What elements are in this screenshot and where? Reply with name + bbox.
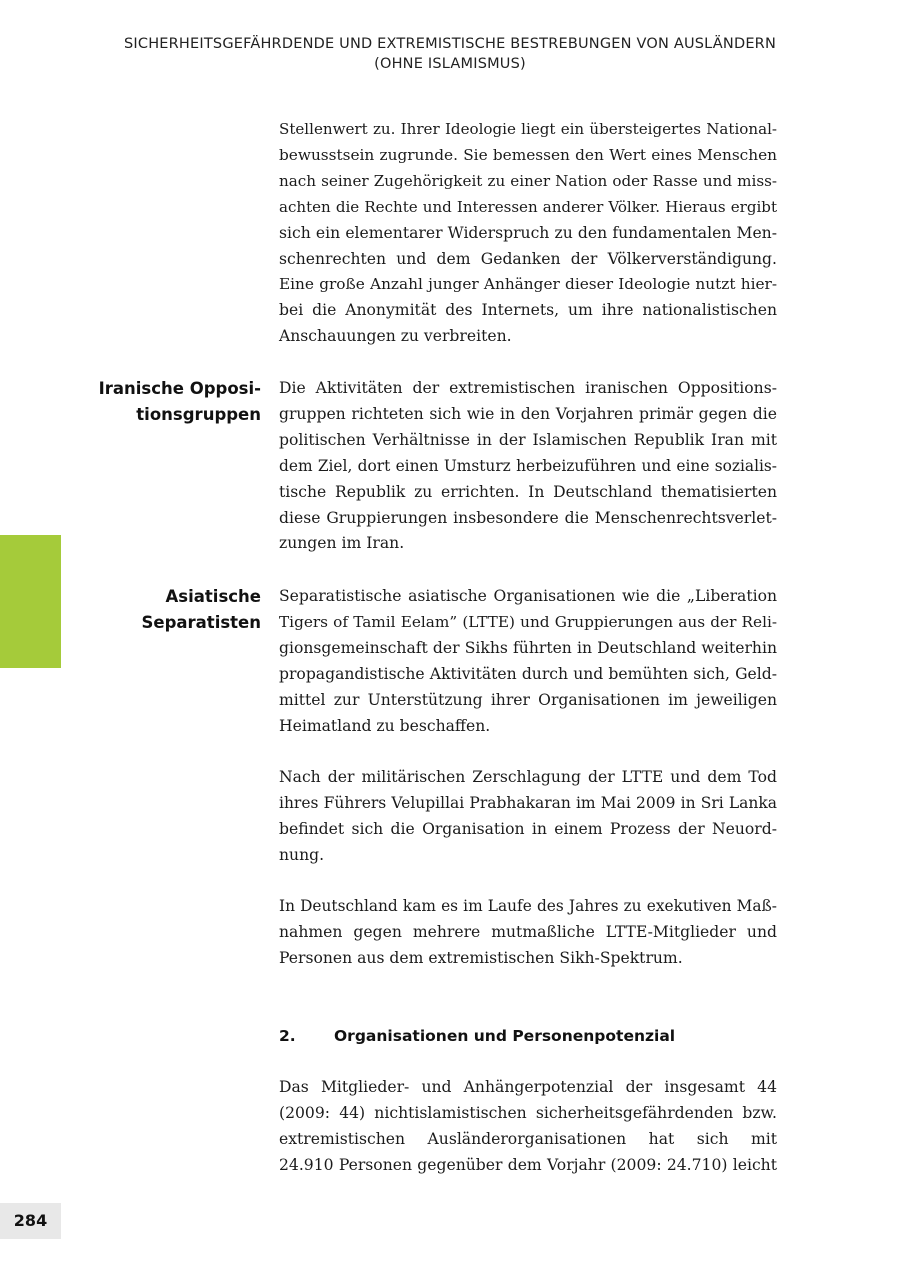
- text-line: propagandistische Aktivitäten durch und bemühten sich, Geld-: [279, 664, 777, 683]
- running-header-line-2: (OHNE ISLAMISMUS): [374, 56, 526, 72]
- text-line: achten die Rechte und Interessen anderer Völker. Hieraus ergibt: [279, 197, 777, 216]
- section-number: 2.: [279, 1027, 296, 1045]
- text-line: nung.: [279, 845, 325, 864]
- text-line: diese Gruppierungen insbesondere die Menschenrechtsverlet-: [279, 508, 777, 527]
- text-line: befindet sich die Organisation in einem Prozess der Neuord-: [279, 819, 777, 838]
- text-line: mittel zur Unterstützung ihrer Organisationen im jeweiligen: [279, 690, 777, 709]
- side-heading-line: Iranische Opposi-: [98, 379, 261, 398]
- paragraph-measures: [279, 894, 777, 972]
- text-line: Stellenwert zu. Ihrer Ideologie liegt ein übersteigertes National-: [279, 120, 777, 138]
- section-heading: [279, 1025, 675, 1047]
- text-line: zungen im Iran.: [279, 534, 405, 553]
- text-line: Heimatland zu beschaffen.: [279, 716, 491, 735]
- text-line: Die Aktivitäten der extremistischen iranischen Oppositions-: [279, 379, 777, 397]
- text-line: schenrechten und dem Gedanken der Völkerverständigung.: [279, 249, 777, 268]
- paragraph-asia: [279, 584, 777, 739]
- side-heading-iran: [21, 376, 261, 428]
- text-line: (2009: 44) nichtislamistischen sicherheitsgefährdenden bzw.: [279, 1103, 777, 1122]
- text-line: bewusstsein zugrunde. Sie bemessen den Wert eines Menschen: [279, 145, 777, 164]
- text-line: gruppen richteten sich wie in den Vorjahren primär gegen die: [279, 404, 777, 423]
- text-line: bei die Anonymität des Internets, um ihre nationalistischen: [279, 301, 777, 320]
- text-line: Das Mitglieder- und Anhängerpotenzial der insgesamt 44: [279, 1078, 777, 1096]
- paragraph-ltte: [279, 765, 777, 869]
- text-line: ihres Führers Velupillai Prabhakaran im Mai 2009 in Sri Lanka: [279, 793, 777, 812]
- text-line: nahmen gegen mehrere mutmaßliche LTTE-Mitglieder und: [279, 922, 777, 941]
- text-line: Separatistische asiatische Organisationen wie die „Liberation: [279, 587, 777, 605]
- text-line: sich ein elementarer Widerspruch zu den fundamentalen Men-: [279, 223, 777, 242]
- text-line: extremistischen Ausländerorganisationen hat sich mit: [279, 1129, 777, 1148]
- text-line: In Deutschland kam es im Laufe des Jahres zu exekutiven Maß-: [279, 897, 777, 915]
- text-line: Personen aus dem extremistischen Sikh-Spektrum.: [279, 948, 683, 967]
- page-number: 284: [0, 1203, 61, 1239]
- side-heading-asia: [21, 584, 261, 636]
- text-line: politischen Verhältnisse in der Islamischen Republik Iran mit: [279, 430, 777, 449]
- text-line: tische Republik zu errichten. In Deutschland thematisierten: [279, 482, 777, 501]
- paragraph-potential: [279, 1075, 777, 1179]
- text-line: Eine große Anzahl junger Anhänger dieser Ideologie nutzt hier-: [279, 275, 777, 294]
- text-line: Nach der militärischen Zerschlagung der LTTE und dem Tod: [279, 768, 777, 786]
- side-heading-line: Separatisten: [141, 612, 261, 632]
- running-header: [0, 34, 900, 74]
- paragraph-intro: [279, 117, 777, 350]
- side-heading-line: tionsgruppen: [136, 404, 261, 424]
- section-title: Organisationen und Personenpotenzial: [334, 1027, 676, 1045]
- text-line: 24.910 Personen gegenüber dem Vorjahr (2009: 24.710) leicht: [279, 1155, 777, 1174]
- running-header-line-1: SICHERHEITSGEFÄHRDENDE UND EXTREMISTISCHE BESTREBUNGEN VON AUSLÄNDERN: [123, 36, 777, 52]
- text-line: Tigers of Tamil Eelam” (LTTE) und Gruppierungen aus der Reli-: [279, 612, 777, 631]
- text-line: Anschauungen zu verbreiten.: [279, 327, 512, 346]
- paragraph-iran: [279, 376, 777, 557]
- text-line: dem Ziel, dort einen Umsturz herbeizuführen und eine sozialis-: [279, 456, 777, 475]
- text-line: gionsgemeinschaft der Sikhs führten in Deutschland weiterhin: [279, 638, 777, 657]
- text-line: nach seiner Zugehörigkeit zu einer Nation oder Rasse und miss-: [279, 171, 777, 190]
- side-heading-line: Asiatische: [165, 587, 261, 606]
